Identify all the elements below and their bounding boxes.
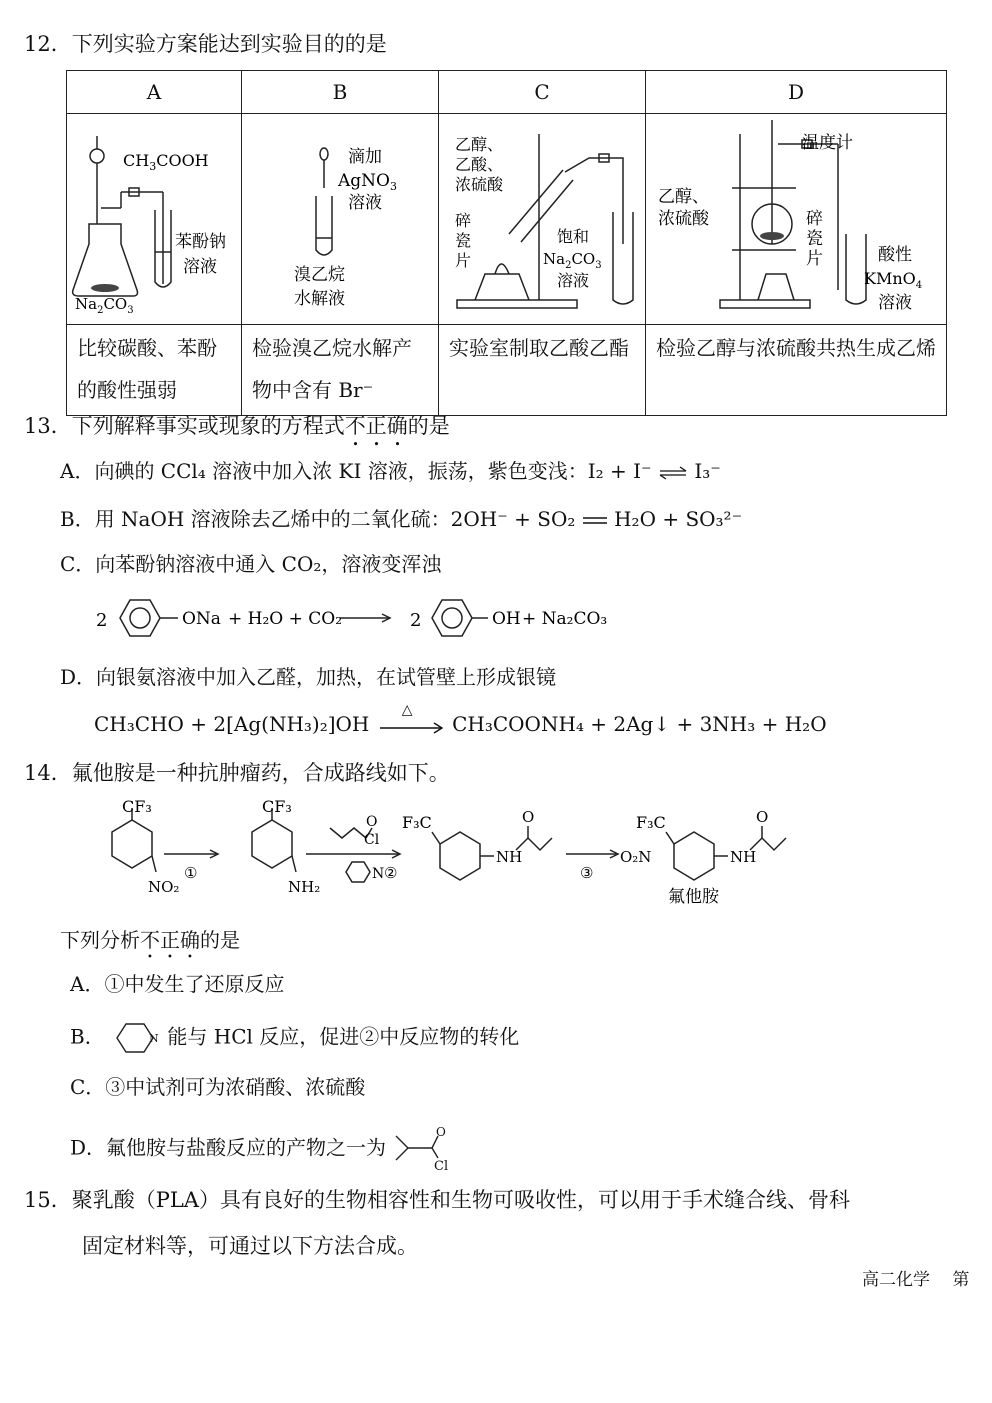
q14-option-a: A．①中发生了还原反应 bbox=[70, 972, 285, 996]
svg-text:片: 片 bbox=[455, 251, 472, 270]
purpose-d: 检验乙醇与浓硫酸共热生成乙烯 bbox=[646, 325, 947, 416]
q15-line-2: 固定材料等，可通过以下方法合成。 bbox=[82, 1234, 418, 1258]
svg-text:O₂N: O₂N bbox=[620, 848, 652, 866]
svg-text:水解液: 水解液 bbox=[294, 289, 345, 309]
svg-text:NH₂: NH₂ bbox=[288, 878, 321, 896]
col-header-d: D bbox=[646, 71, 947, 114]
q15-line-1: 15．聚乳酸（PLA）具有良好的生物相容性和生物可吸收性，可以用于手术缝合线、骨科 bbox=[24, 1188, 850, 1212]
svg-text:氟他胺: 氟他胺 bbox=[668, 887, 719, 907]
purpose-c: 实验室制取乙酸乙酯 bbox=[439, 325, 646, 416]
svg-text:2: 2 bbox=[410, 610, 422, 631]
svg-text:CF₃: CF₃ bbox=[262, 798, 292, 816]
svg-text:瓷: 瓷 bbox=[455, 231, 472, 250]
q14-analysis-stem: 下列分析不正确的是 bbox=[60, 928, 240, 952]
svg-text:乙醇、: 乙醇、 bbox=[658, 187, 709, 207]
phenoxide-equation bbox=[90, 592, 650, 648]
svg-text:ONa: ONa bbox=[182, 609, 221, 629]
svg-text:F₃C: F₃C bbox=[636, 813, 666, 832]
svg-text:KMnO4: KMnO$_4$ bbox=[864, 269, 923, 291]
svg-text:苯酚钠: 苯酚钠 bbox=[175, 232, 226, 252]
svg-text:乙酸、: 乙酸、 bbox=[455, 155, 504, 174]
silver-mirror-equation: CH₃CHO + 2[Ag(NH₃)₂]OH △ CH₃COONH₄ + 2Ag↓ + 3NH₃ + H₂O bbox=[94, 701, 827, 736]
col-header-c: C bbox=[439, 71, 646, 114]
q13-option-a: A．向碘的 CCl₄ 溶液中加入浓 KI 溶液，振荡，紫色变浅：I₂ + I⁻ I₃⁻ bbox=[60, 459, 721, 483]
q13-stem: 13．下列解释事实或现象的方程式不正确的是 bbox=[24, 414, 450, 438]
q13-option-d: D．向银氨溶液中加入乙醛，加热，在试管壁上形成银镜 bbox=[60, 665, 557, 689]
svg-text:饱和: 饱和 bbox=[557, 227, 590, 246]
svg-text:碎: 碎 bbox=[806, 209, 823, 229]
svg-text:2: 2 bbox=[96, 610, 108, 631]
svg-text:温度计: 温度计 bbox=[802, 133, 853, 153]
pyridine-structure bbox=[111, 1020, 161, 1056]
svg-text:N: N bbox=[372, 866, 385, 882]
q13-option-c: C．向苯酚钠溶液中通入 CO₂，溶液变浑浊 bbox=[60, 552, 442, 576]
q14-stem: 14．氟他胺是一种抗肿瘤药，合成路线如下。 bbox=[24, 761, 450, 785]
apparatus-b bbox=[242, 114, 439, 325]
acyl-chloride-structure bbox=[392, 1126, 462, 1172]
q14-option-c: C．③中试剂可为浓硝酸、浓硫酸 bbox=[70, 1075, 366, 1099]
apparatus-a bbox=[67, 114, 242, 325]
reaction-arrow: △ bbox=[376, 716, 446, 736]
svg-text:片: 片 bbox=[806, 249, 823, 269]
svg-text:OH: OH bbox=[492, 609, 521, 629]
svg-text:溶液: 溶液 bbox=[878, 293, 912, 313]
svg-text:CH3COOH: $CH_3COOH$ bbox=[123, 151, 209, 173]
svg-text:浓硫酸: 浓硫酸 bbox=[658, 209, 709, 229]
svg-text:①: ① bbox=[184, 864, 198, 882]
svg-text:N: N bbox=[149, 1032, 159, 1045]
equals-sign-icon bbox=[582, 515, 608, 527]
purpose-a: 比较碳酸、苯酚的酸性强弱 bbox=[67, 325, 242, 416]
svg-text:溴乙烷: 溴乙烷 bbox=[294, 265, 345, 285]
synthesis-route bbox=[90, 798, 810, 913]
svg-text:酸性: 酸性 bbox=[878, 245, 912, 265]
svg-text:Cl: Cl bbox=[434, 1159, 449, 1172]
apparatus-c bbox=[439, 114, 646, 325]
svg-text:+ Na₂CO₃: + Na₂CO₃ bbox=[522, 609, 608, 629]
svg-text:+ H₂O + CO₂: + H₂O + CO₂ bbox=[228, 609, 343, 629]
svg-text:溶液: 溶液 bbox=[557, 271, 590, 290]
experiment-table bbox=[66, 70, 947, 416]
svg-text:浓硫酸: 浓硫酸 bbox=[455, 175, 504, 194]
svg-text:滴加: 滴加 bbox=[348, 147, 382, 167]
svg-text:AgNO3: AgNO$_3$ bbox=[338, 171, 397, 193]
apparatus-d bbox=[646, 114, 947, 325]
q13-option-b: B．用 NaOH 溶液除去乙烯中的二氧化硫：2OH⁻ + SO₂ H₂O + SO₃²⁻ bbox=[60, 507, 743, 531]
purpose-b: 检验溴乙烷水解产物中含有 Br⁻ bbox=[242, 325, 439, 416]
svg-text:溶液: 溶液 bbox=[348, 193, 382, 213]
col-header-a: A bbox=[67, 71, 242, 114]
q12-stem: 12．下列实验方案能达到实验目的的是 bbox=[24, 32, 387, 56]
col-header-b: B bbox=[242, 71, 439, 114]
svg-text:③: ③ bbox=[580, 864, 594, 882]
svg-text:碎: 碎 bbox=[455, 211, 472, 230]
svg-text:NH: NH bbox=[730, 848, 757, 866]
svg-text:O: O bbox=[366, 814, 378, 830]
q14-option-d: D．氟他胺与盐酸反应的产物之一为 O Cl bbox=[70, 1126, 462, 1172]
svg-text:CF₃: CF₃ bbox=[122, 798, 152, 816]
svg-text:O: O bbox=[756, 808, 769, 826]
svg-text:Na2CO3: $Na_2CO_3$ bbox=[543, 250, 602, 271]
svg-text:NO₂: NO₂ bbox=[148, 878, 180, 896]
svg-text:乙醇、: 乙醇、 bbox=[455, 135, 504, 154]
svg-text:Na2CO3: $Na_2CO_3$ bbox=[75, 295, 134, 316]
svg-text:溶液: 溶液 bbox=[183, 257, 217, 277]
svg-text:NH: NH bbox=[496, 848, 523, 866]
page-footer: 高二化学 第 bbox=[862, 1270, 970, 1290]
svg-text:O: O bbox=[522, 808, 535, 826]
svg-text:F₃C: F₃C bbox=[402, 813, 432, 832]
equilibrium-arrow-icon bbox=[658, 466, 688, 480]
svg-text:Cl: Cl bbox=[364, 832, 380, 848]
q14-option-b: B． N 能与 HCl 反应，促进②中反应物的转化 bbox=[70, 1020, 519, 1056]
svg-text:瓷: 瓷 bbox=[806, 229, 823, 249]
svg-text:O: O bbox=[436, 1126, 447, 1139]
svg-text:②: ② bbox=[384, 864, 398, 882]
